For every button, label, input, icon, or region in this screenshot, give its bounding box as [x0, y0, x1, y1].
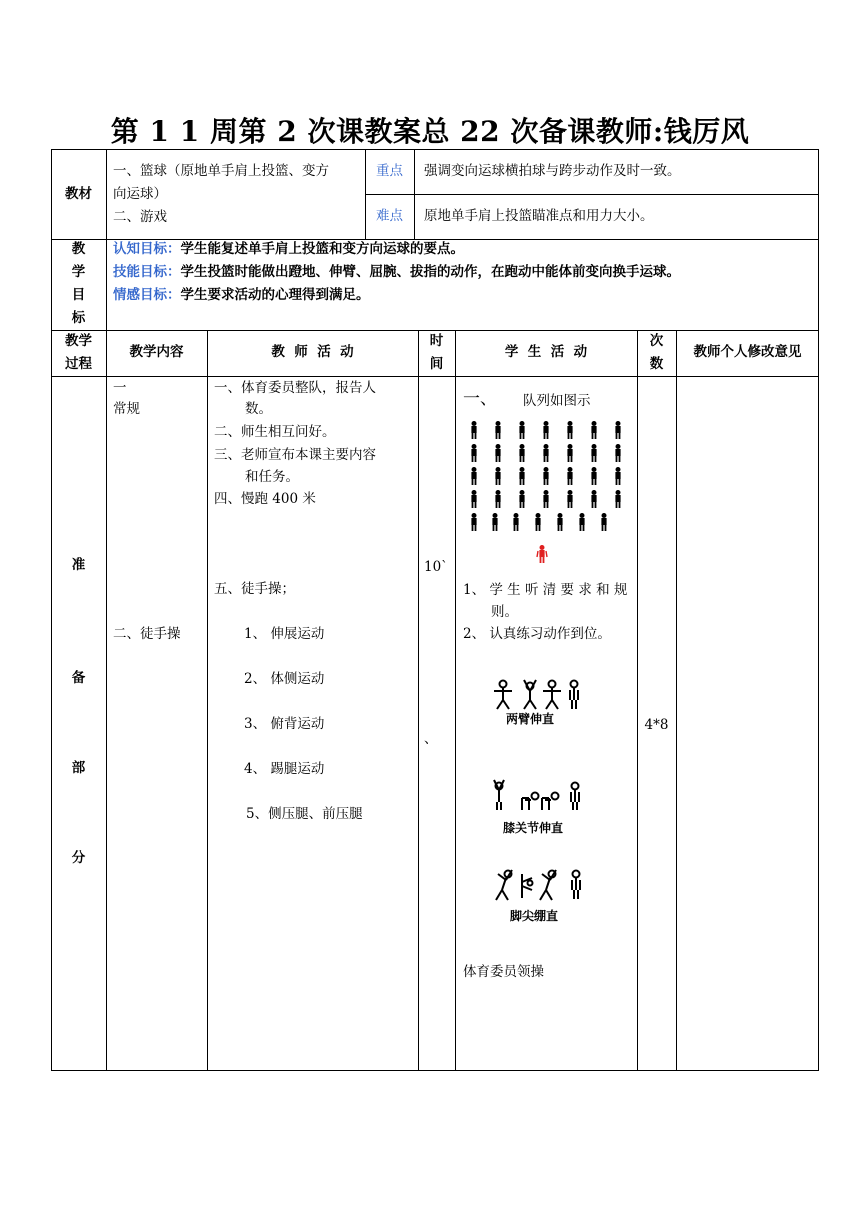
figure-caption: 脚尖绷直 — [510, 909, 559, 923]
header-time: 时 — [429, 333, 444, 349]
jiaocai-line2: 向运球） — [113, 186, 167, 202]
header-revision: 教师个人修改意见 — [693, 344, 802, 360]
nandian-label: 难点 — [376, 208, 403, 224]
content-item1-num: 一 — [113, 380, 127, 396]
header-process: 教学 — [65, 333, 92, 349]
formation-text: 队列如图示 — [523, 393, 591, 409]
section-label-char: 分 — [71, 850, 86, 866]
formation-num: 一、 — [463, 389, 497, 409]
goals-label-char: 教 — [71, 241, 86, 257]
student-row — [471, 490, 620, 508]
header-process: 过程 — [65, 356, 92, 372]
goals-label-char: 标 — [71, 310, 86, 326]
header-content: 教学内容 — [129, 344, 184, 360]
teacher-step: 四、慢跑 400 米 — [214, 491, 316, 507]
exercise-item: 3、 俯背运动 — [244, 716, 325, 732]
goal-label: 认知目标： — [113, 241, 181, 257]
teacher-step: 二、师生相互问好。 — [214, 424, 336, 440]
header-count: 数 — [649, 356, 664, 372]
exercise-figure-toes — [494, 868, 586, 926]
goal-cognitive — [113, 238, 464, 261]
zhongdian-text: 强调变向运球横拍球与跨步动作及时一致。 — [424, 163, 681, 179]
goal-label: 情感目标： — [113, 287, 181, 303]
figure-caption: 两臂伸直 — [506, 712, 555, 726]
time-mark: 、 — [424, 731, 438, 747]
jiaocai-line1: 一、篮球（原地单手肩上投篮、变方 — [113, 163, 329, 179]
student-step: 1、 学 生 听 清 要 求 和 规 — [463, 582, 628, 598]
jiaocai-label: 教材 — [65, 186, 92, 202]
exercise-item: 5、侧压腿、前压腿 — [246, 806, 363, 822]
divider — [51, 376, 819, 377]
time-value: 10` — [424, 559, 448, 575]
divider — [455, 330, 456, 1071]
goal-affective — [113, 284, 370, 307]
jiaocai-line3: 二、游戏 — [113, 209, 167, 225]
divider — [106, 149, 107, 1071]
goals-label-char: 目 — [71, 287, 86, 303]
page-title: 第 1 1 周第 2 次课教案总 22 次备课教师:钱厉风 — [110, 115, 750, 148]
divider — [207, 330, 208, 1071]
divider — [676, 330, 677, 1071]
header-count: 次 — [649, 333, 664, 349]
student-row — [471, 467, 620, 485]
divider — [418, 330, 419, 1071]
zhongdian-label: 重点 — [376, 163, 403, 179]
student-row — [471, 444, 620, 462]
divider — [365, 194, 819, 195]
content-item2-text: 二、徒手操 — [113, 626, 181, 642]
divider — [637, 330, 638, 1071]
count-value: 4*8 — [644, 717, 669, 733]
nandian-text: 原地单手肩上投篮瞄准点和用力大小。 — [424, 208, 654, 224]
goals-label-char: 学 — [71, 264, 86, 280]
exercise-item: 2、 体侧运动 — [244, 671, 325, 687]
goal-skill — [113, 261, 680, 284]
exercise-figure-knees — [489, 778, 585, 838]
header-time: 间 — [429, 356, 444, 372]
teacher-step: 三、老师宣布本课主要内容 — [214, 447, 376, 463]
content-item1-text: 常规 — [113, 401, 140, 417]
exercise-figure-arms — [492, 678, 584, 730]
header-student: 学 生 活 动 — [504, 344, 588, 360]
teacher-step: 和任务。 — [245, 469, 299, 485]
exercise-item: 1、 伸展运动 — [244, 626, 325, 642]
student-step: 则。 — [491, 604, 518, 620]
student-step: 2、 认真练习动作到位。 — [463, 626, 611, 642]
goal-text: 学生投篮时能做出蹬地、伸臂、屈腕、拔指的动作，在跑动中能体前变向换手运球。 — [180, 264, 680, 280]
teacher-step: 数。 — [245, 401, 272, 417]
goal-text: 学生能复述单手肩上投篮和变方向运球的要点。 — [180, 241, 464, 257]
section-label-char: 部 — [71, 760, 86, 776]
formation-diagram — [462, 420, 632, 570]
student-row — [471, 421, 620, 439]
divider — [414, 149, 415, 239]
section-label-char: 备 — [71, 670, 86, 686]
header-teacher: 教 师 活 动 — [271, 344, 354, 360]
figure-caption: 膝关节伸直 — [503, 821, 564, 835]
teacher-step: 五、徒手操； — [214, 581, 295, 597]
student-row — [471, 513, 606, 531]
section-label-char: 准 — [71, 557, 86, 573]
goal-text: 学生要求活动的心理得到满足。 — [180, 287, 370, 303]
exercise-item: 4、 踢腿运动 — [244, 761, 325, 777]
student-leader: 体育委员领操 — [463, 964, 544, 980]
teacher-step: 一、体育委员整队，报告人 — [214, 380, 376, 396]
goal-label: 技能目标： — [113, 264, 181, 280]
